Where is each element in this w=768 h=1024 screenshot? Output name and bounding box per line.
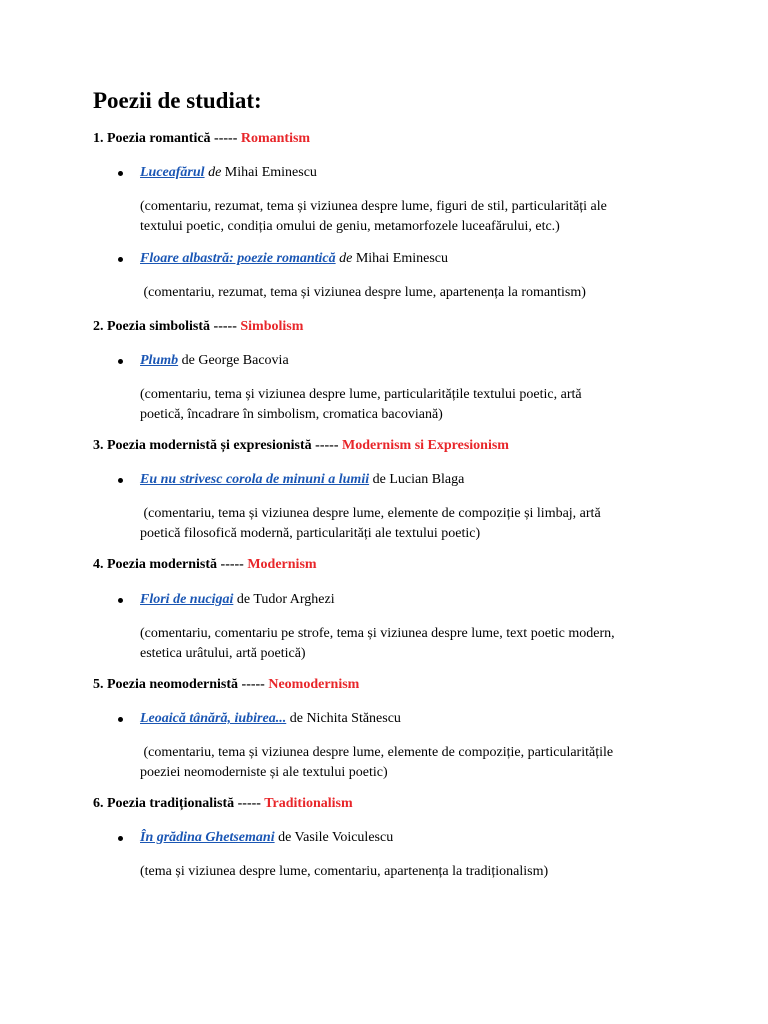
page-title: Poezii de studiat: [93, 88, 262, 113]
description-line: (comentariu, rezumat, tema și viziunea despre lume, apartenența la romantism) [140, 285, 586, 300]
description-line: (comentariu, comentariu pe strofe, tema și viziunea despre lume, text poetic modern, [140, 626, 615, 641]
author-name: de Nichita Stănescu [289, 711, 401, 726]
work-link-flori-de-mucigai[interactable]: Flori de nucigai [140, 592, 234, 607]
heading-text: 4. Poezia modernistă ----- [93, 557, 244, 572]
bullet-icon [118, 478, 123, 483]
work-description [140, 197, 700, 237]
movement-label: Traditionalism [264, 796, 353, 811]
work-description [140, 743, 700, 783]
author-name: Mihai Eminescu [224, 165, 317, 180]
movement-label: Simbolism [240, 319, 304, 334]
description-line: (comentariu, tema și viziunea despre lume, elemente de compoziție și limbaj, artă [140, 506, 601, 521]
heading-text: 2. Poezia simbolistă ----- [93, 319, 237, 334]
author-name: de Vasile Voiculescu [278, 830, 394, 845]
work-link-luceafarul[interactable]: Luceafărul [140, 165, 205, 180]
description-line: textului poetic, condiția omului de geniu, metamorfozele luceafărului, etc.) [140, 219, 560, 234]
movement-label: Modernism si Expresionism [341, 438, 509, 453]
description-line: (comentariu, tema și viziunea despre lume, elemente de compoziție, particularitățile [140, 745, 614, 760]
work-link-floare-albastra[interactable]: Floare albastră: poezie romantică [140, 251, 336, 266]
author-name: de George Bacovia [181, 353, 289, 368]
by-word: de [339, 251, 353, 266]
work-description [140, 283, 700, 303]
list-item-eu-nu-strivesc [140, 471, 464, 489]
bullet-icon [118, 171, 123, 176]
heading-text: 5. Poezia neomodernistă ----- [93, 677, 265, 692]
list-item-floare-albastra [140, 250, 448, 268]
description-line: estetica urâtului, artă poetică) [140, 646, 306, 661]
work-description [140, 862, 700, 882]
bullet-icon [118, 717, 123, 722]
author-name: Mihai Eminescu [355, 251, 448, 266]
description-line: (tema și viziunea despre lume, comentariu, apartenența la tradiționalism) [140, 864, 549, 879]
work-link-plumb[interactable]: Plumb [140, 353, 179, 368]
description-line: (comentariu, rezumat, tema și viziunea despre lume, figuri de stil, particularități ale [140, 199, 607, 214]
work-description [140, 624, 700, 664]
author-name: de Lucian Blaga [372, 472, 465, 487]
movement-label: Neomodernism [268, 677, 360, 692]
work-link-leoaica-tanara[interactable]: Leoaică tânără, iubirea... [140, 711, 287, 726]
description-line: poetică filosofică modernă, particularități ale textului poetic) [140, 526, 481, 541]
work-link-in-gradina-ghetsemani[interactable]: În grădina Ghetsemani [140, 830, 275, 845]
movement-label: Romantism [240, 131, 311, 146]
section-heading-romanticism [93, 130, 310, 148]
section-heading-symbolism [93, 318, 303, 336]
list-item-flori-de-mucigai [140, 591, 335, 609]
by-word: de [208, 165, 222, 180]
section-heading-neomodernism [93, 676, 359, 694]
work-link-eu-nu-strivesc[interactable]: Eu nu strivesc corola de minuni a lumii [140, 472, 370, 487]
description-line: poetică, încadrare în simbolism, cromatica bacoviană) [140, 407, 443, 422]
section-heading-modernism [93, 556, 317, 574]
bullet-icon [118, 257, 123, 262]
section-heading-modernism-expressionism [93, 437, 509, 455]
list-item-in-gradina-ghetsemani [140, 829, 393, 847]
heading-text: 3. Poezia modernistă și expresionistă ----- [93, 438, 339, 453]
list-item-plumb [140, 352, 289, 370]
list-item-leoaica-tanara [140, 710, 401, 728]
movement-label: Modernism [247, 557, 317, 572]
bullet-icon [118, 836, 123, 841]
section-heading-traditionalism [93, 795, 353, 813]
work-description [140, 385, 700, 425]
description-line: (comentariu, tema și viziunea despre lume, particularitățile textului poetic, artă [140, 387, 582, 402]
author-name: de Tudor Arghezi [236, 592, 335, 607]
list-item-luceafarul [140, 164, 317, 182]
bullet-icon [118, 598, 123, 603]
description-line: poeziei neomoderniste și ale textului poetic) [140, 765, 388, 780]
bullet-icon [118, 359, 123, 364]
heading-text: 1. Poezia romantică ----- [93, 131, 238, 146]
heading-text: 6. Poezia tradiționalistă ----- [93, 796, 261, 811]
work-description [140, 504, 700, 544]
